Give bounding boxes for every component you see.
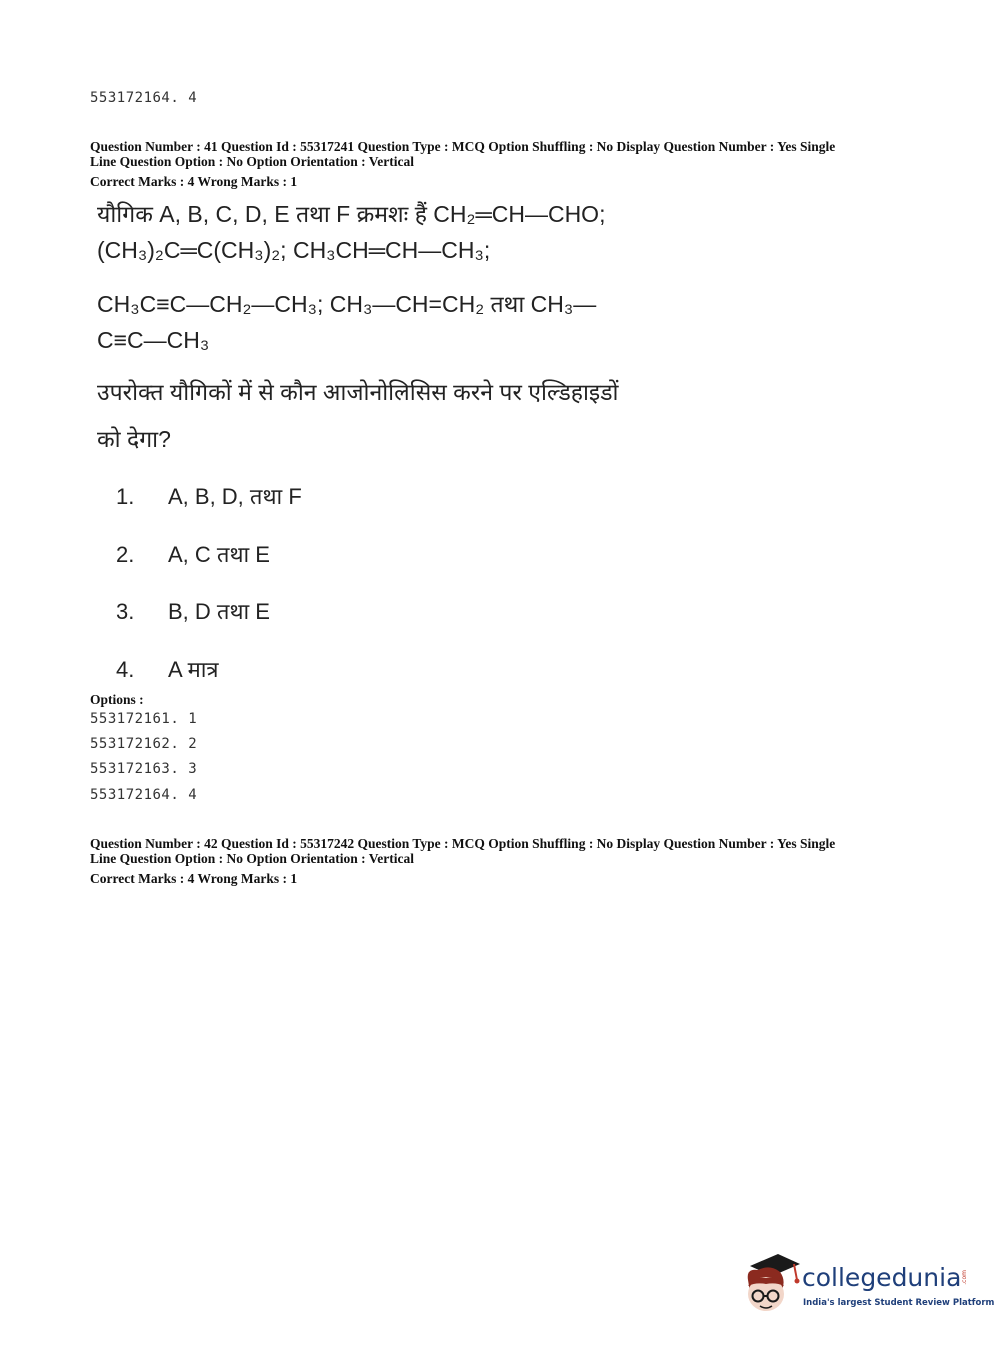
q41-text-line1: यौगिक A, B, C, D, E तथा F क्रमशः हैं CH₂═CH—CHO; — [97, 201, 606, 227]
q41-text-line3: CH₃C≡C—CH₂—CH₃; CH₃—CH=CH₂ तथा CH₃— — [97, 291, 597, 317]
q41-text-line6: को देगा? — [97, 426, 171, 452]
option-id-1: 553172161. 1 — [90, 711, 198, 727]
choice-number: 1. — [116, 484, 135, 509]
choice-number: 2. — [116, 542, 135, 567]
q41-text-line5: उपरोक्त यौगिकों में से कौन आजोनोलिसिस करने पर एल्डिहाइडों — [97, 379, 619, 405]
choice-number: 3. — [116, 599, 135, 624]
option-id-2: 553172162. 2 — [90, 736, 198, 752]
choice-number: 4. — [116, 657, 135, 682]
choice-3 — [116, 596, 270, 626]
q42-meta — [90, 836, 920, 886]
q41-text-line4: C≡C—CH₃ — [97, 327, 210, 353]
option-id-3: 553172163. 3 — [90, 761, 198, 777]
q41-marks: Correct Marks : 4 Wrong Marks : 1 — [90, 174, 298, 189]
choice-text: B, D तथा E — [168, 599, 270, 624]
mascot-icon — [742, 1250, 802, 1316]
logo-tagline: India's largest Student Review Platform — [803, 1298, 995, 1308]
choice-text: A मात्र — [168, 657, 219, 682]
options-label: Options : — [90, 692, 144, 707]
q42-meta-line2: Line Question Option : No Option Orientation : Vertical — [90, 851, 415, 866]
previous-answer-id: 553172164. 4 — [90, 90, 198, 106]
option-id-4: 553172164. 4 — [90, 787, 198, 803]
q41-meta-line1: Question Number : 41 Question Id : 55317241 Question Type : MCQ Option Shuffling : No Display Question Number : Yes Single — [90, 139, 836, 154]
choice-2 — [116, 539, 270, 569]
collegedunia-logo — [742, 1250, 995, 1320]
choice-text: A, B, D, तथा F — [168, 484, 302, 509]
q41-meta-line2: Line Question Option : No Option Orientation : Vertical — [90, 154, 415, 169]
logo-suffix: .com — [961, 1270, 968, 1285]
q41-meta — [90, 139, 920, 189]
choice-4 — [116, 654, 219, 684]
q42-marks: Correct Marks : 4 Wrong Marks : 1 — [90, 871, 298, 886]
logo-name: collegedunia — [802, 1263, 962, 1292]
q41-text-line2: (CH₃)₂C═C(CH₃)₂; CH₃CH═CH—CH₃; — [97, 237, 491, 263]
choice-text: A, C तथा E — [168, 542, 270, 567]
choice-1 — [116, 481, 302, 511]
q42-meta-line1: Question Number : 42 Question Id : 55317242 Question Type : MCQ Option Shuffling : No Display Question Number : Yes Single — [90, 836, 836, 851]
